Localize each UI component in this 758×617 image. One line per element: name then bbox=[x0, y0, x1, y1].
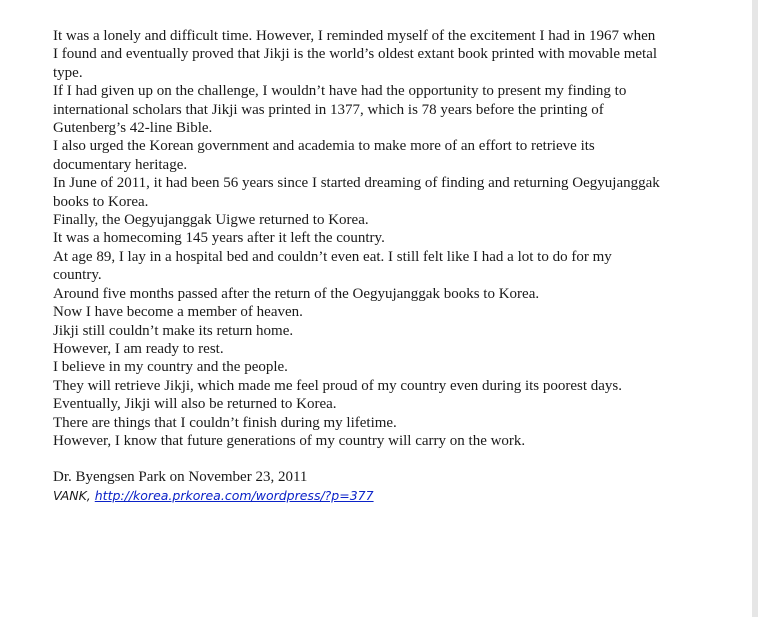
page-edge bbox=[752, 0, 758, 617]
source-citation bbox=[53, 487, 663, 505]
paragraph: There are things that I couldn’t finish during my lifetime. bbox=[53, 414, 397, 431]
signature-line: Dr. Byengsen Park on November 23, 2011 bbox=[53, 469, 308, 486]
paragraph: They will retrieve Jikji, which made me feel proud of my country even during its poorest days. bbox=[53, 377, 623, 394]
paragraph: Finally, the Oegyujanggak Uigwe returned to Korea. bbox=[53, 212, 369, 229]
paragraph: It was a homecoming 145 years after it left the country. bbox=[53, 230, 385, 247]
paragraph: At age 89, I lay in a hospital bed and couldn’t even eat. I still felt like I had a lot to do for my country. bbox=[53, 248, 612, 284]
paragraph: Eventually, Jikji will also be returned to Korea. bbox=[53, 396, 337, 413]
source-prefix: VANK, bbox=[53, 487, 95, 503]
paragraph: I believe in my country and the people. bbox=[53, 359, 288, 376]
paragraph: In June of 2011, it had been 56 years since I started dreaming of finding and returning Oegyujanggak books to Korea. bbox=[53, 175, 660, 210]
source-link[interactable]: http://korea.prkorea.com/wordpress/?p=377 bbox=[94, 487, 374, 503]
paragraph: Around five months passed after the return of the Oegyujanggak books to Korea. bbox=[53, 285, 540, 302]
paragraph: If I had given up on the challenge, I wouldn’t have had the opportunity to present my finding to international scholars that Jikji was printed in 1377, which is 78 years before the printing of Gutenberg’s 42-line Bible. bbox=[53, 83, 627, 137]
paragraph: However, I am ready to rest. bbox=[53, 340, 224, 357]
document-body bbox=[53, 27, 663, 505]
paragraph: I also urged the Korean government and academia to make more of an effort to retrieve its documentary heritage. bbox=[53, 138, 595, 173]
paragraph: It was a lonely and difficult time. However, I reminded myself of the excitement I had in 1967 when I found and eventually proved that Jikji is the world’s oldest extant book printed with movable metal type. bbox=[53, 28, 658, 81]
paragraph: However, I know that future generations of my country will carry on the work. bbox=[53, 432, 526, 449]
paragraph: Now I have become a member of heaven. bbox=[53, 304, 303, 321]
paragraph: Jikji still couldn’t make its return home. bbox=[53, 322, 294, 339]
